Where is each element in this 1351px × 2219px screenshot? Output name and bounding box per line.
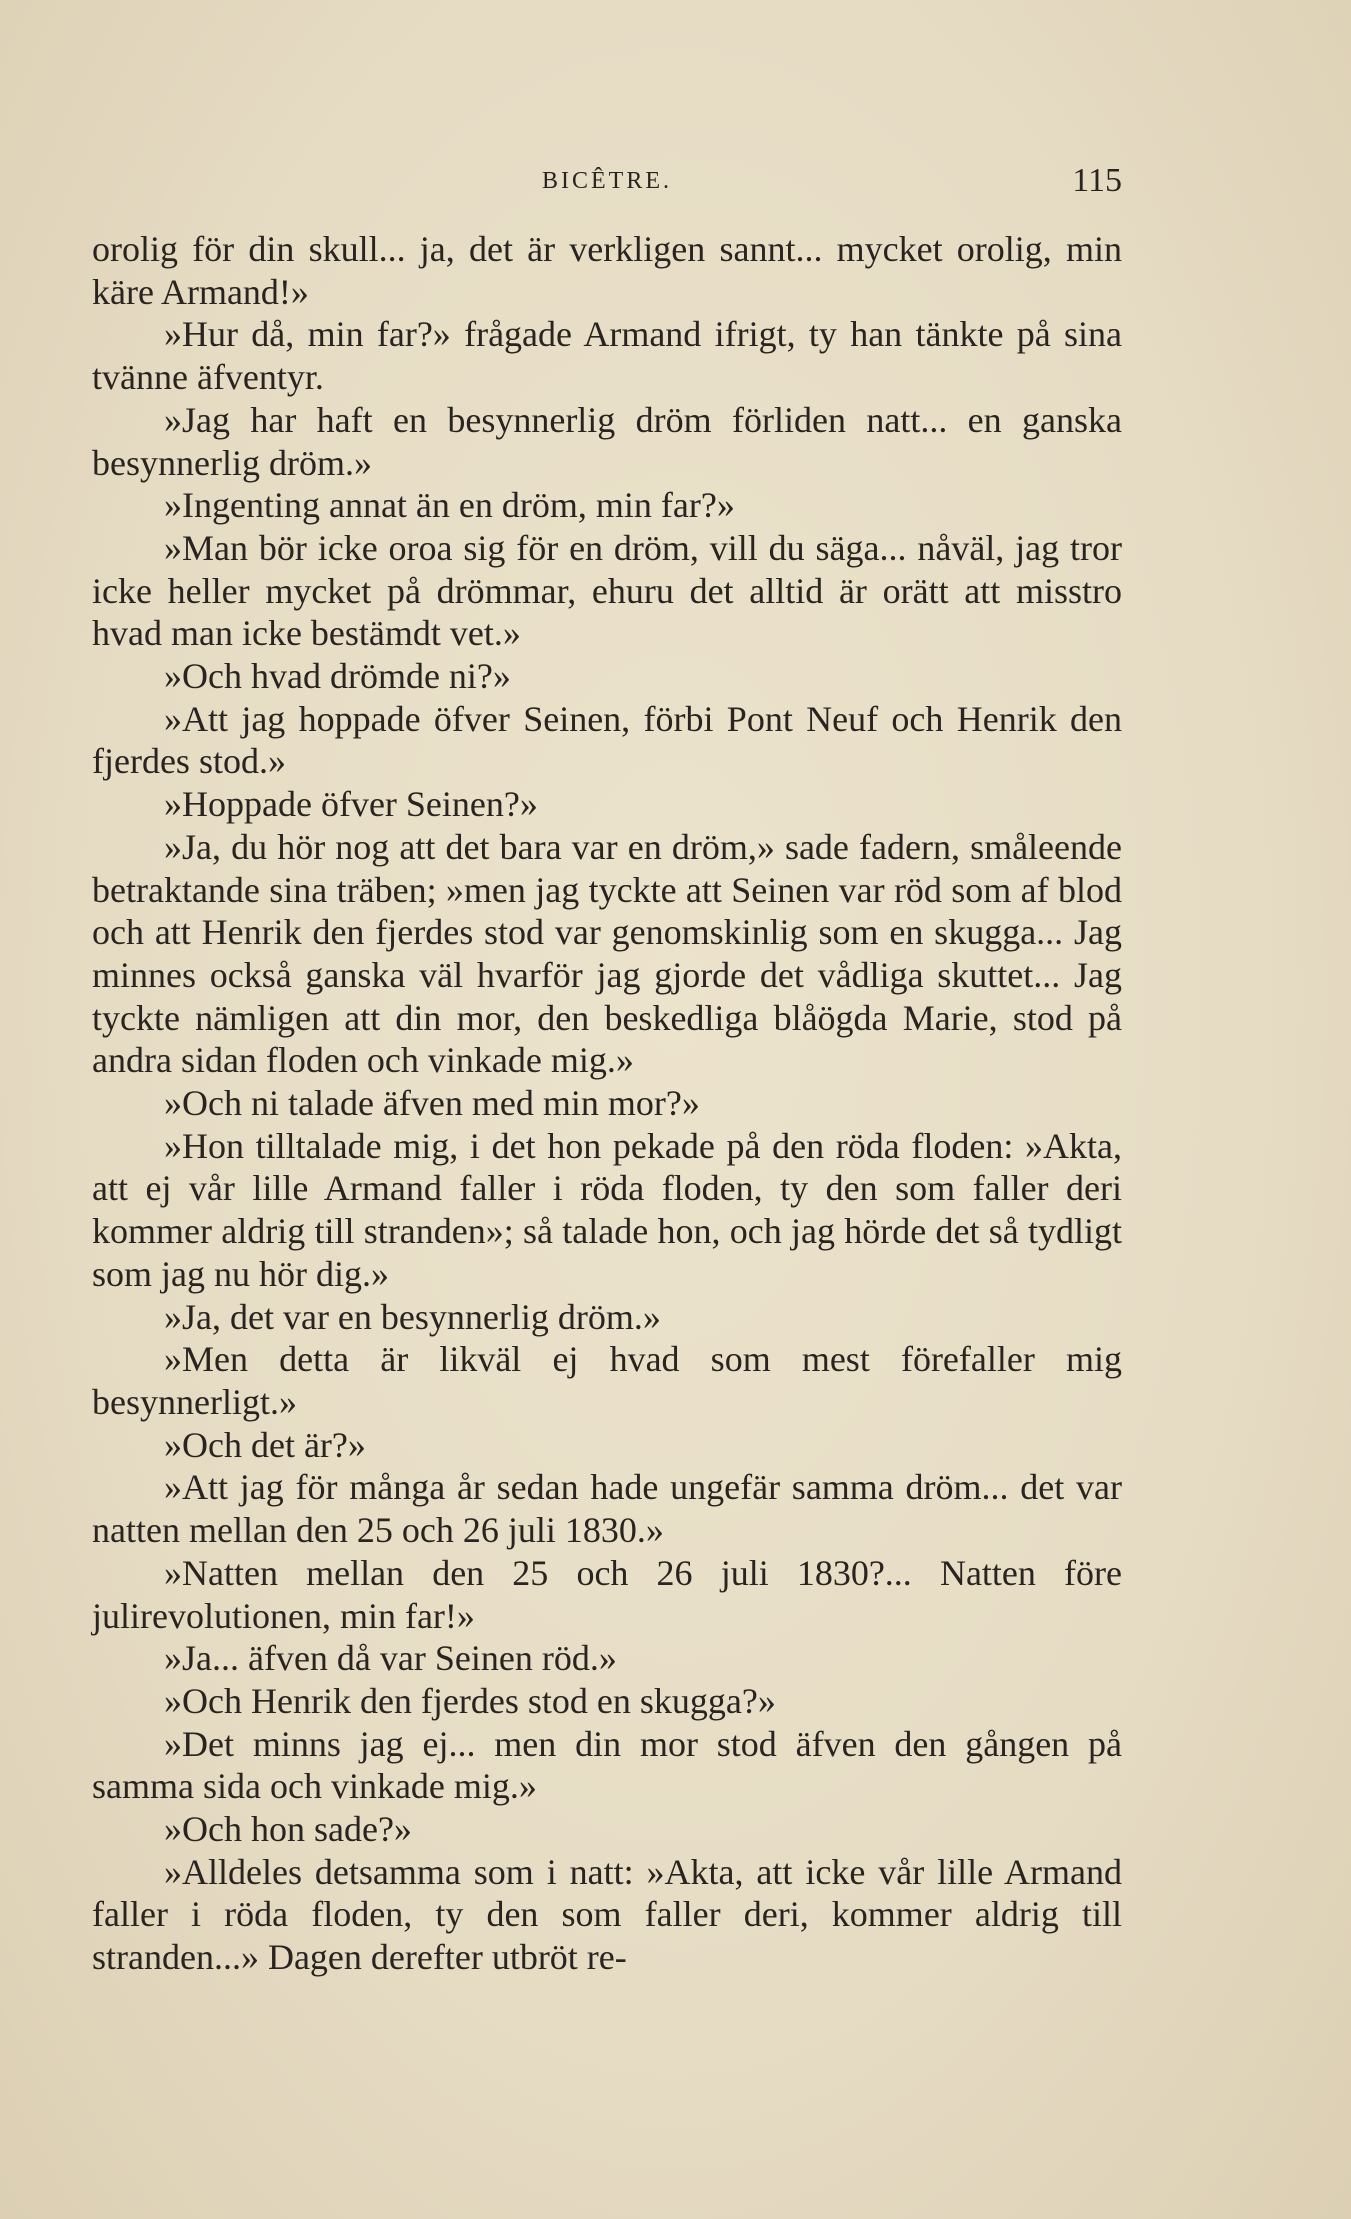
paragraph: »Man bör icke oroa sig för en dröm, vill du säga... nåväl, jag tror icke heller mycket på drömmar, ehuru det alltid är orätt att misstro hvad man icke bestämdt vet.» xyxy=(92,527,1122,654)
paragraph: »Jag har haft en besynnerlig dröm förliden natt... en ganska besynnerlig dröm.» xyxy=(92,399,1122,483)
paragraph: »Och Henrik den fjerdes stod en skugga?» xyxy=(164,1680,776,1721)
paragraph: »Att jag hoppade öfver Seinen, förbi Pont Neuf och Henrik den fjerdes stod.» xyxy=(92,698,1122,782)
paragraph: »Ja, det var en besynnerlig dröm.» xyxy=(164,1296,661,1337)
running-head xyxy=(92,162,1122,208)
paragraph: »Och det är?» xyxy=(164,1424,366,1465)
paragraph: »Natten mellan den 25 och 26 juli 1830?... Natten före julirevolutionen, min far!» xyxy=(92,1552,1122,1636)
paragraph: »Och hvad drömde ni?» xyxy=(164,656,511,697)
body-text xyxy=(92,228,1122,1979)
paragraph: »Ja... äfven då var Seinen röd.» xyxy=(164,1638,617,1679)
paragraph: »Det minns jag ej... men din mor stod äfven den gången på samma sida och vinkade mig.» xyxy=(92,1723,1122,1807)
paragraph: »Hon tilltalade mig, i det hon pekade på den röda floden: »Akta, att ej vår lille Armand faller i röda floden, ty den som faller deri kommer aldrig till stranden»; så talade hon, och jag hörde det så tydligt som jag nu hör dig.» xyxy=(92,1125,1122,1294)
paragraph: »Och ni talade äfven med min mor?» xyxy=(164,1083,700,1124)
paragraph: »Ja, du hör nog att det bara var en dröm,» sade fadern, småleende betraktande sina träben; »men jag tyckte att Seinen var röd som af blod och att Henrik den fjerdes stod var genomskinlig som en skugga... Jag minnes också ganska väl hvarför jag gjorde det vådliga skuttet... Jag tyckte nämligen att din mor, den beskedliga blåögda Marie, stod på andra sidan floden och vinkade mig.» xyxy=(92,826,1122,1081)
page-number: 115 xyxy=(1072,162,1122,199)
paragraph: »Och hon sade?» xyxy=(164,1809,412,1850)
running-title: BICÊTRE. xyxy=(542,168,672,194)
paragraph: »Hoppade öfver Seinen?» xyxy=(164,784,538,825)
paragraph: »Hur då, min far?» frågade Armand ifrigt, ty han tänkte på sina tvänne äfventyr. xyxy=(92,314,1122,398)
paragraph: »Alldeles detsamma som i natt: »Akta, att icke vår lille Armand faller i röda floden, ty den som faller deri, kommer aldrig till stranden...» Dagen derefter utbröt re- xyxy=(92,1851,1122,1978)
paragraph: »Men detta är likväl ej hvad som mest förefaller mig besynnerligt.» xyxy=(92,1339,1122,1422)
paragraph: orolig för din skull... ja, det är verkligen sannt... mycket orolig, min käre Armand!» xyxy=(92,229,1122,312)
paragraph: »Ingenting annat än en dröm, min far?» xyxy=(164,485,735,526)
paragraph: »Att jag för många år sedan hade ungefär samma dröm... det var natten mellan den 25 och 26 juli 1830.» xyxy=(92,1467,1122,1551)
